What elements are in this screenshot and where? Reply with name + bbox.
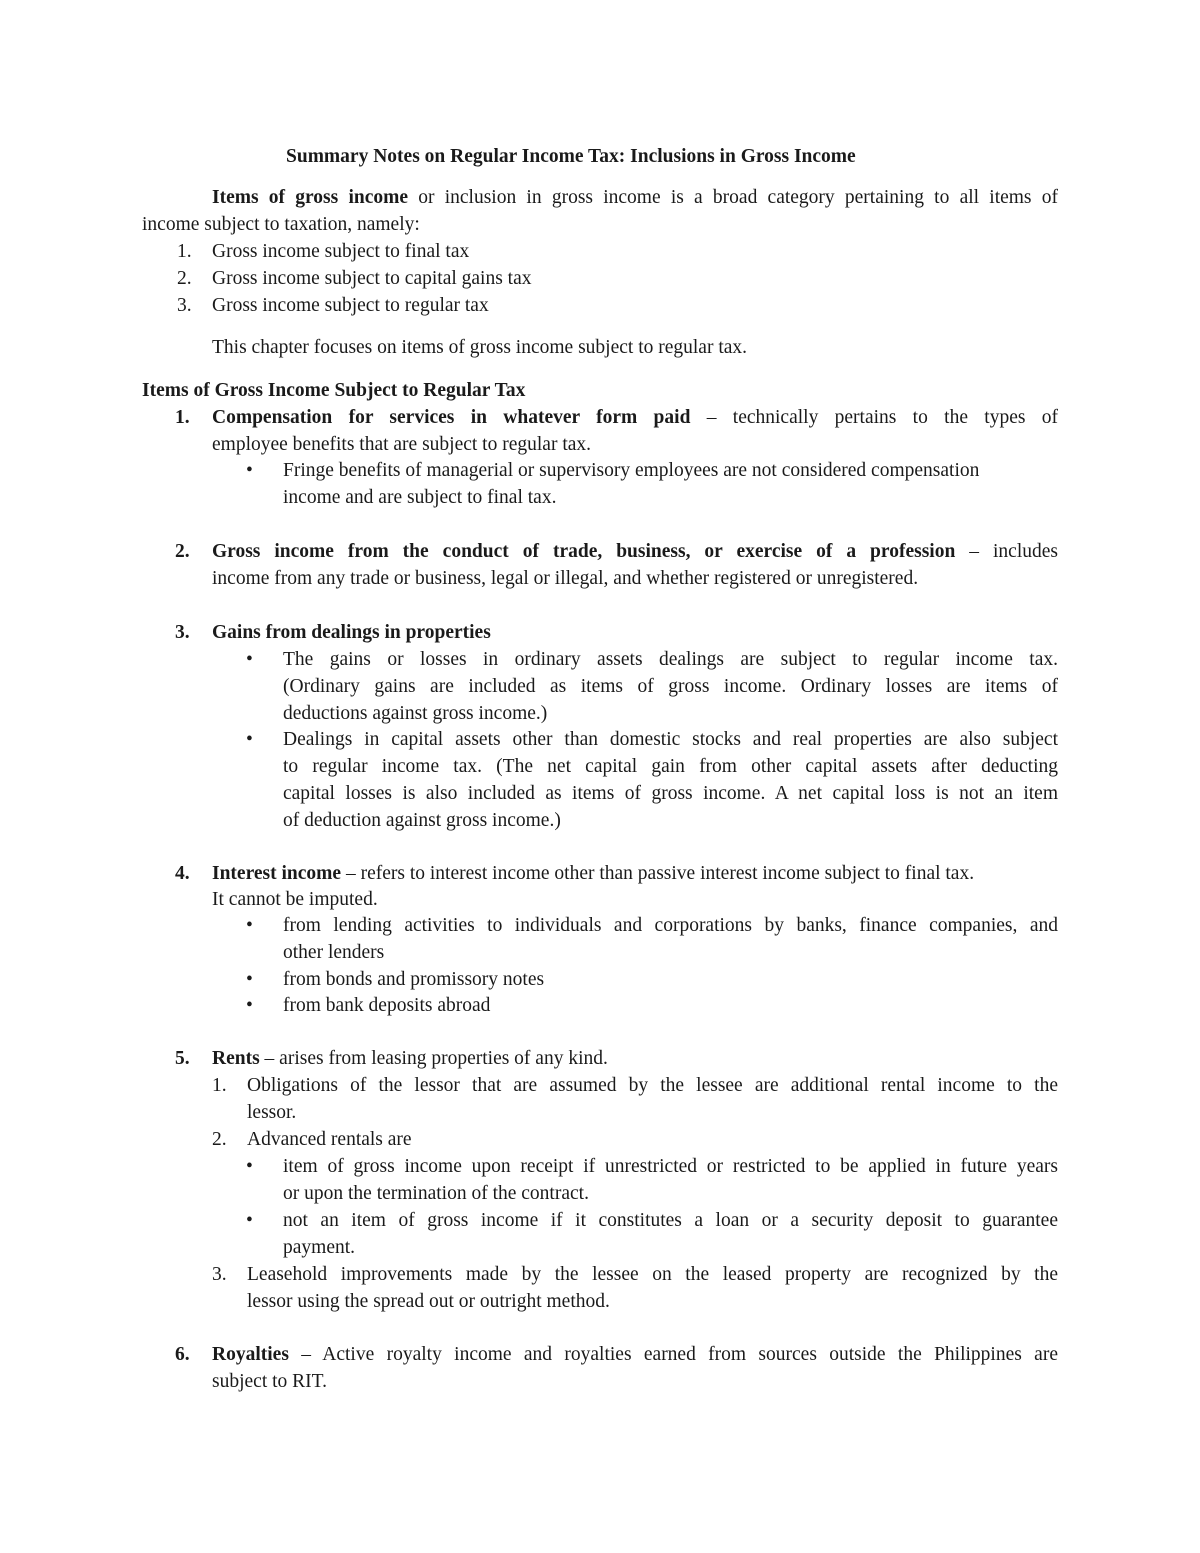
item-5-sub-3-line-1: Leasehold improvements made by the lessee on the leased property are recognized by the: [247, 1264, 1058, 1285]
item-4-line-1: [212, 864, 974, 884]
intro-focus: This chapter focuses on items of gross income subject to regular tax.: [212, 337, 748, 358]
intro-line-1: [212, 188, 1058, 208]
item-1-term: Compensation for services in whatever form paid: [212, 407, 691, 428]
item-6-term: Royalties: [212, 1344, 289, 1365]
item-5-sub-1-line-1: Obligations of the lessor that are assumed by the lessee are additional rental income to the: [247, 1075, 1058, 1096]
item-4-bullet-1-line-1: from lending activities to individuals and corporations by banks, finance companies, and: [283, 915, 1058, 936]
item-5-number: 5.: [175, 1048, 190, 1069]
item-2-desc: – includes: [955, 541, 1058, 562]
item-5-sub-2: Advanced rentals are: [247, 1129, 412, 1150]
item-6-line-2: subject to RIT.: [212, 1371, 327, 1392]
item-4-bullet-2: from bonds and promissory notes: [283, 969, 545, 990]
item-1-line-2: employee benefits that are subject to regular tax.: [212, 434, 592, 455]
intro-list-num-1: 1.: [177, 241, 192, 262]
item-5-sub-2-bullet-1-line-2: or upon the termination of the contract.: [283, 1183, 589, 1204]
item-3-term: Gains from dealings in properties: [212, 622, 491, 643]
item-5-sub-3-number: 3.: [212, 1264, 227, 1285]
document-title: Summary Notes on Regular Income Tax: Inclusions in Gross Income: [286, 146, 856, 167]
item-3-bullet-1-line-3: deductions against gross income.): [283, 703, 548, 724]
intro-line-2: income subject to taxation, namely:: [142, 214, 420, 235]
intro-list-num-3: 3.: [177, 295, 192, 316]
section-heading: Items of Gross Income Subject to Regular Tax: [142, 380, 526, 401]
item-4-bullet-3: from bank deposits abroad: [283, 995, 491, 1016]
item-5-sub-1-number: 1.: [212, 1075, 227, 1096]
item-5-sub-2-number: 2.: [212, 1129, 227, 1150]
intro-line-1-text: or inclusion in gross income is a broad category pertaining to all items of: [408, 187, 1058, 208]
bullet-icon: •: [246, 995, 253, 1016]
item-4-line-2: It cannot be imputed.: [212, 889, 378, 910]
intro-list-item-3: Gross income subject to regular tax: [212, 295, 489, 316]
item-3-bullet-1-line-2: (Ordinary gains are included as items of gross income. Ordinary losses are items of: [283, 676, 1058, 697]
intro-lead: Items of gross income: [212, 187, 409, 208]
item-4-number: 4.: [175, 863, 190, 884]
item-2-term: Gross income from the conduct of trade, business, or exercise of a profession: [212, 541, 956, 562]
item-3-bullet-2-line-2: to regular income tax. (The net capital gain from other capital assets after deducting: [283, 756, 1058, 777]
intro-list-item-1: Gross income subject to final tax: [212, 241, 470, 262]
item-5-sub-1-line-2: lessor.: [247, 1102, 297, 1123]
item-4-term: Interest income: [212, 863, 342, 884]
item-1-line-1: [212, 408, 1058, 428]
item-4-bullet-1-line-2: other lenders: [283, 942, 385, 963]
item-6-line-1: [212, 1345, 1058, 1365]
item-5-term: Rents: [212, 1048, 260, 1069]
item-1-bullet-line-1: Fringe benefits of managerial or supervisory employees are not considered compensation: [283, 460, 980, 481]
item-5-desc: – arises from leasing properties of any kind.: [259, 1048, 608, 1069]
item-3-number: 3.: [175, 622, 190, 643]
bullet-icon: •: [246, 729, 253, 750]
item-1-number: 1.: [175, 407, 190, 428]
item-4-desc: – refers to interest income other than passive interest income subject to final tax.: [341, 863, 975, 884]
item-2-line-1: [212, 542, 1058, 562]
intro-list-item-2: Gross income subject to capital gains tax: [212, 268, 532, 289]
item-2-line-2: income from any trade or business, legal or illegal, and whether registered or unregistered.: [212, 568, 919, 589]
item-5-sub-2-bullet-2-line-2: payment.: [283, 1237, 356, 1258]
item-3-bullet-2-line-1: Dealings in capital assets other than domestic stocks and real properties are also subject: [283, 729, 1058, 750]
item-5-sub-2-bullet-2-line-1: not an item of gross income if it constitutes a loan or a security deposit to guarantee: [283, 1210, 1058, 1231]
item-3-bullet-2-line-3: capital losses is also included as items of gross income. A net capital loss is not an item: [283, 783, 1058, 804]
bullet-icon: •: [246, 915, 253, 936]
bullet-icon: •: [246, 969, 253, 990]
item-1-desc: – technically pertains to the types of: [690, 407, 1058, 428]
item-3-bullet-2-line-4: of deduction against gross income.): [283, 810, 561, 831]
bullet-icon: •: [246, 1210, 253, 1231]
item-1-bullet-line-2: income and are subject to final tax.: [283, 487, 557, 508]
item-5-line-1: [212, 1049, 608, 1069]
bullet-icon: •: [246, 649, 253, 670]
intro-list-num-2: 2.: [177, 268, 192, 289]
item-2-number: 2.: [175, 541, 190, 562]
item-5-sub-3-line-2: lessor using the spread out or outright method.: [247, 1291, 610, 1312]
bullet-icon: •: [246, 460, 253, 481]
item-6-number: 6.: [175, 1344, 190, 1365]
item-5-sub-2-bullet-1-line-1: item of gross income upon receipt if unrestricted or restricted to be applied in future years: [283, 1156, 1058, 1177]
item-3-bullet-1-line-1: The gains or losses in ordinary assets dealings are subject to regular income tax.: [283, 649, 1058, 670]
item-6-desc: – Active royalty income and royalties earned from sources outside the Philippines are: [288, 1344, 1058, 1365]
bullet-icon: •: [246, 1156, 253, 1177]
